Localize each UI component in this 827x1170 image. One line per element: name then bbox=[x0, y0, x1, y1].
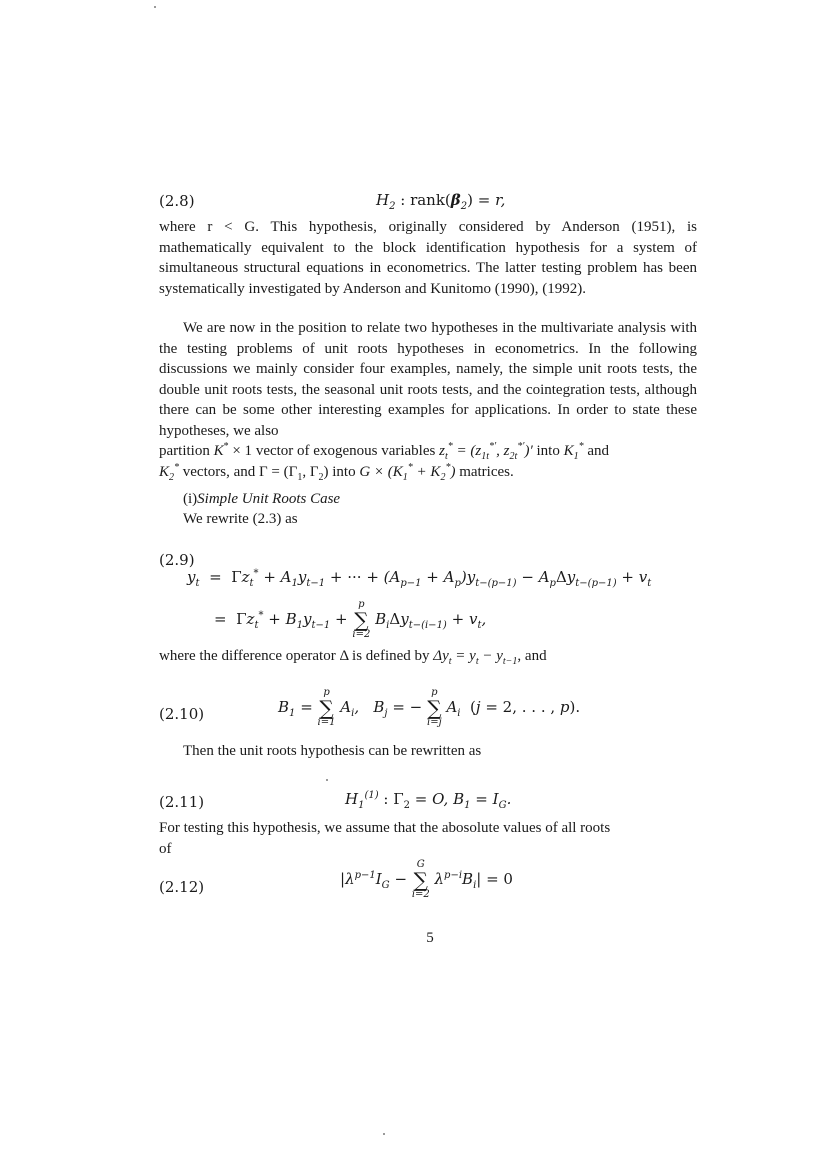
equation-number: (2.11) bbox=[159, 793, 205, 811]
text-line bbox=[159, 648, 547, 667]
scan-speck bbox=[326, 779, 328, 781]
paragraph: We are now in the position to relate two hypotheses in the multivariate analysis with the testing problems of unit roots hypotheses in econometrics. In the following discussions we mainly consider four examples, namely, the simple unit roots tests, the double unit roots tests, the seasonal unit roots tests, and the cointegration tests, although there can be some other interesting examples for applications. In order to state these hypotheses, we also bbox=[159, 320, 697, 439]
section-heading bbox=[183, 491, 340, 508]
equation-2-9-line2: = $\Gamma z_t^* + B_1y_{t-1}$ + p ∑ i=2 $B_i\Delta y_{t-(i-1)} + v_t$, bbox=[214, 599, 487, 640]
text: vector of exogenous variables bbox=[255, 443, 436, 459]
equation-2-8: $H_2$ : $rank(\beta_2) = r$, bbox=[376, 191, 506, 212]
scan-speck bbox=[383, 1133, 385, 1135]
section-number: (i) bbox=[183, 491, 198, 507]
text-line: partition K* × 1 vector of exogenous variables $z_t^* = (z_{1t}^{*'}$, $z_{2t}^{*'})'$ into $K_1^*$ and bbox=[159, 441, 610, 462]
summation: p ∑ i=1 bbox=[317, 687, 336, 728]
summation: G ∑ i=2 bbox=[411, 859, 430, 900]
equation-number: (2.12) bbox=[159, 878, 205, 896]
text: matrices. bbox=[459, 464, 514, 480]
math: $K_2^*$ bbox=[159, 462, 180, 483]
equation-number: (2.9) bbox=[159, 551, 195, 569]
section-title: Simple Unit Roots Case bbox=[197, 491, 341, 507]
equation-2-9-line1: $y_t = \Gamma z_t^* + A_1y_{t-1}$ + ··· + $(A_{p-1} + A_p)y_{t-(p-1)} - A_p\Delta y_{t-(p-1)} + v_t$ bbox=[187, 568, 652, 589]
math: $z_t^* = (z_{1t}^{*'}$, $z_{2t}^{*'})'$ bbox=[439, 441, 533, 462]
equation-number: (2.8) bbox=[159, 192, 195, 210]
math: K bbox=[213, 443, 224, 459]
text-line: of bbox=[159, 841, 172, 857]
text: and bbox=[587, 443, 610, 459]
page-number: 5 bbox=[426, 930, 434, 946]
text-line: For testing this hypothesis, we assume that the abosolute values of all roots bbox=[159, 820, 611, 836]
paragraph: where r < G. This hypothesis, originally considered by Anderson (1951), is mathematically equivalent to the block identification hypothesis for a system of simultaneous structural equations in econometrics. The latter testing problem has been systematically investigated by Anderson and Kunitomo (1990), (1992). bbox=[159, 219, 697, 297]
summation: p ∑ i=2 bbox=[352, 599, 371, 640]
text: partition bbox=[159, 443, 210, 459]
text: is defined by bbox=[352, 648, 430, 664]
text-line bbox=[159, 462, 514, 483]
math: $G \times (K_1^* + K_2^*)$ bbox=[359, 462, 456, 483]
text: into bbox=[536, 443, 560, 459]
scan-speck bbox=[154, 6, 156, 8]
math: $K_1^*$ bbox=[563, 441, 584, 462]
equation-2-12: $|\lambda^{p-1}I_G$ − G ∑ i=2 $\lambda^{p-i}B_i| = 0$ bbox=[340, 859, 513, 900]
text: into bbox=[332, 464, 356, 480]
summation: p ∑ i=j bbox=[427, 687, 442, 728]
equation-2-11: $H_1^{(1)}$ : $\Gamma_2 = O$, $B_1 = I_G$. bbox=[345, 790, 512, 811]
math: $\Gamma = (\Gamma_1$, $\Gamma_2$) bbox=[259, 464, 329, 483]
text-line: Then the unit roots hypothesis can be rewritten as bbox=[183, 743, 482, 759]
equation-number: (2.10) bbox=[159, 705, 205, 723]
text: vectors, and bbox=[182, 464, 256, 480]
math: Δ bbox=[339, 648, 349, 664]
text-line: We rewrite (2.3) as bbox=[183, 511, 298, 527]
text: where the difference operator bbox=[159, 648, 336, 664]
equation-2-10: $B_1$ = p ∑ i=1 $A_i$, $B_j$ = − p ∑ i=j $A_i$ (j = 2, . . . , p). bbox=[278, 687, 581, 728]
text: , and bbox=[517, 648, 547, 664]
math: $\Delta y_t = y_t - y_{t-1}$ bbox=[433, 648, 518, 667]
